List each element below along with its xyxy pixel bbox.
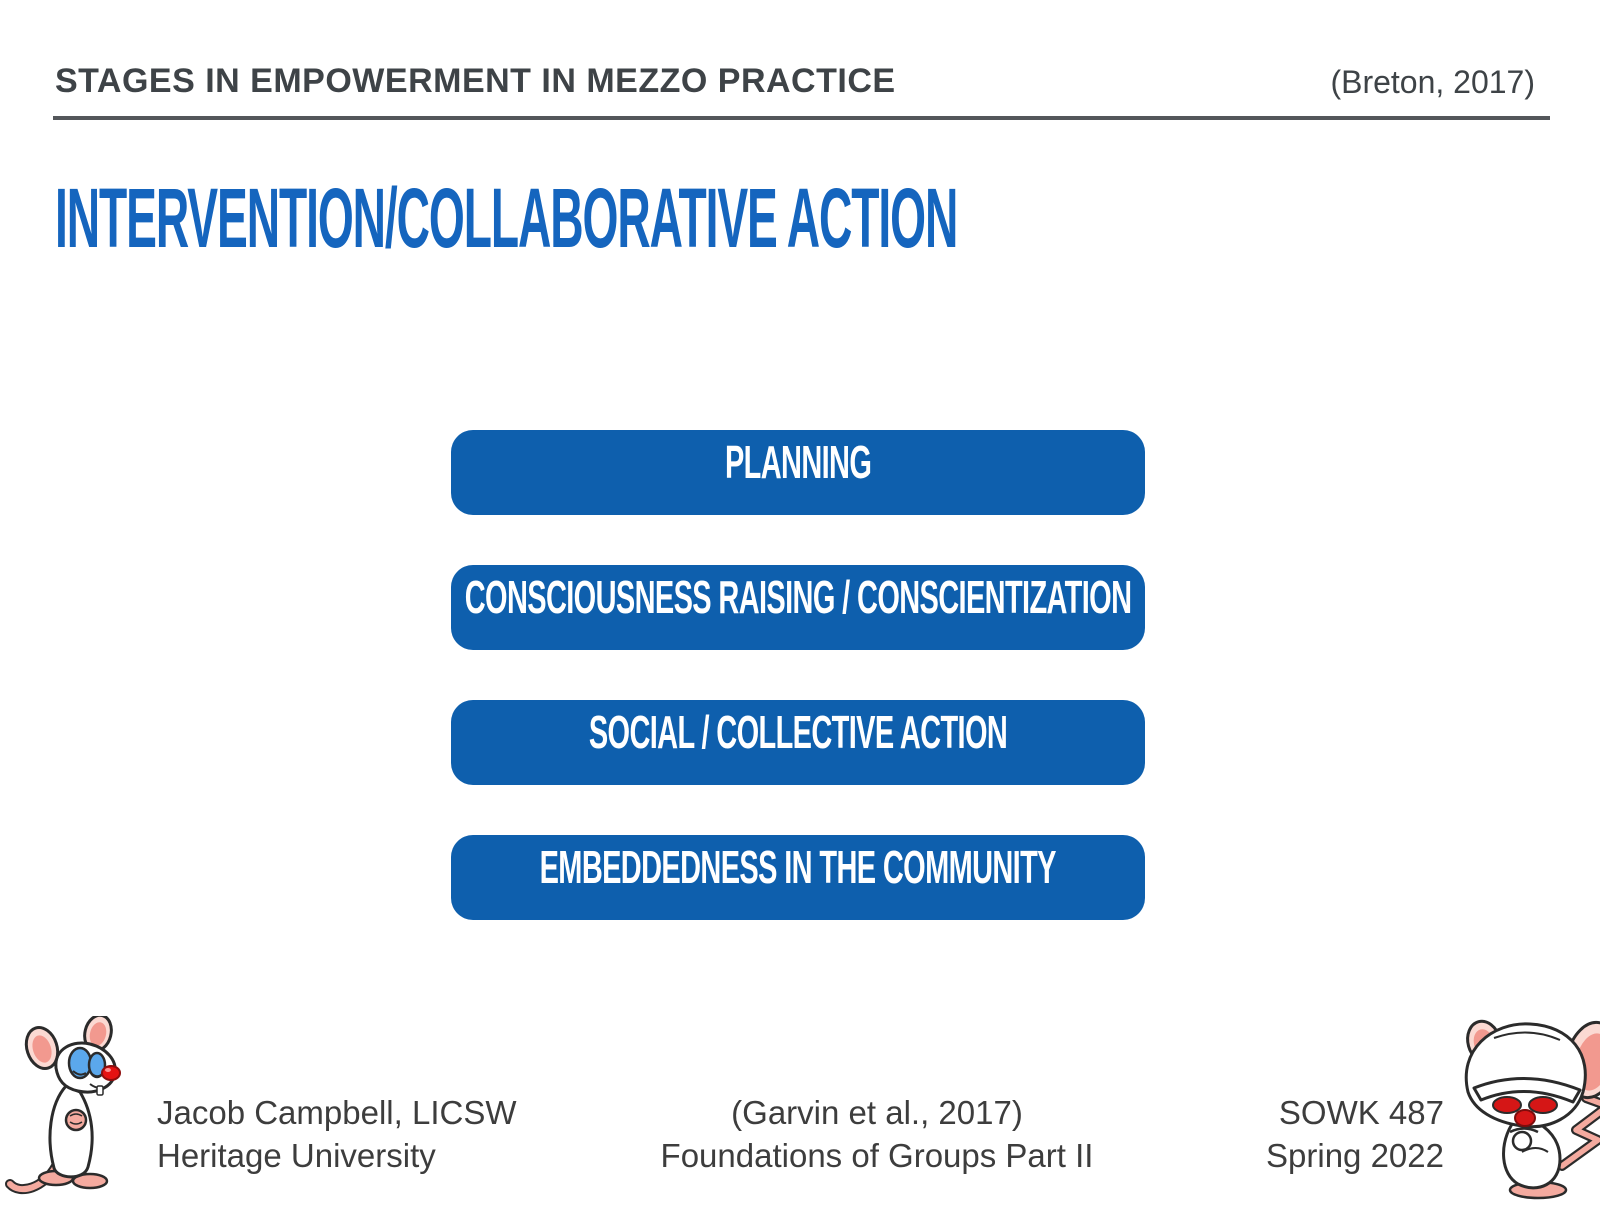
footer-author-org: Heritage University: [157, 1137, 436, 1174]
footer-citation-ref: (Garvin et al., 2017): [731, 1094, 1023, 1131]
footer-course-term: Spring 2022: [1266, 1137, 1444, 1174]
header-divider-line: [53, 116, 1550, 120]
footer-author-name: Jacob Campbell, LICSW: [157, 1094, 517, 1131]
footer-citation: [577, 1091, 1177, 1177]
brain-mouse-illustration: [1450, 1006, 1600, 1205]
stage-label: EMBEDDEDNESS IN THE COMMUNITY: [539, 840, 1057, 893]
slide-header-title: STAGES IN EMPOWERMENT IN MEZZO PRACTICE: [55, 62, 896, 100]
footer-author: [157, 1091, 516, 1177]
footer-course-code: SOWK 487: [1278, 1094, 1444, 1131]
header-citation: (Breton, 2017): [1330, 64, 1535, 100]
stage-label: SOCIAL / COLLECTIVE ACTION: [588, 705, 1008, 758]
page-title-text: INTERVENTION/COLLABORATIVE ACTION: [55, 171, 958, 265]
footer-citation-title: Foundations of Groups Part II: [660, 1137, 1094, 1174]
stages-list: [451, 430, 1145, 970]
stage-box-social-collective-action: [451, 700, 1145, 785]
stage-box-embeddedness: [451, 835, 1145, 920]
stage-label: CONSCIOUSNESS RAISING / CONSCIENTIZATION: [464, 570, 1132, 623]
stage-box-consciousness-raising: [451, 565, 1145, 650]
page-title: [55, 171, 1600, 265]
stage-box-planning: [451, 430, 1145, 515]
stage-label: PLANNING: [724, 435, 872, 488]
pinky-mouse-illustration: [4, 1016, 146, 1203]
footer-course: [1266, 1091, 1444, 1177]
